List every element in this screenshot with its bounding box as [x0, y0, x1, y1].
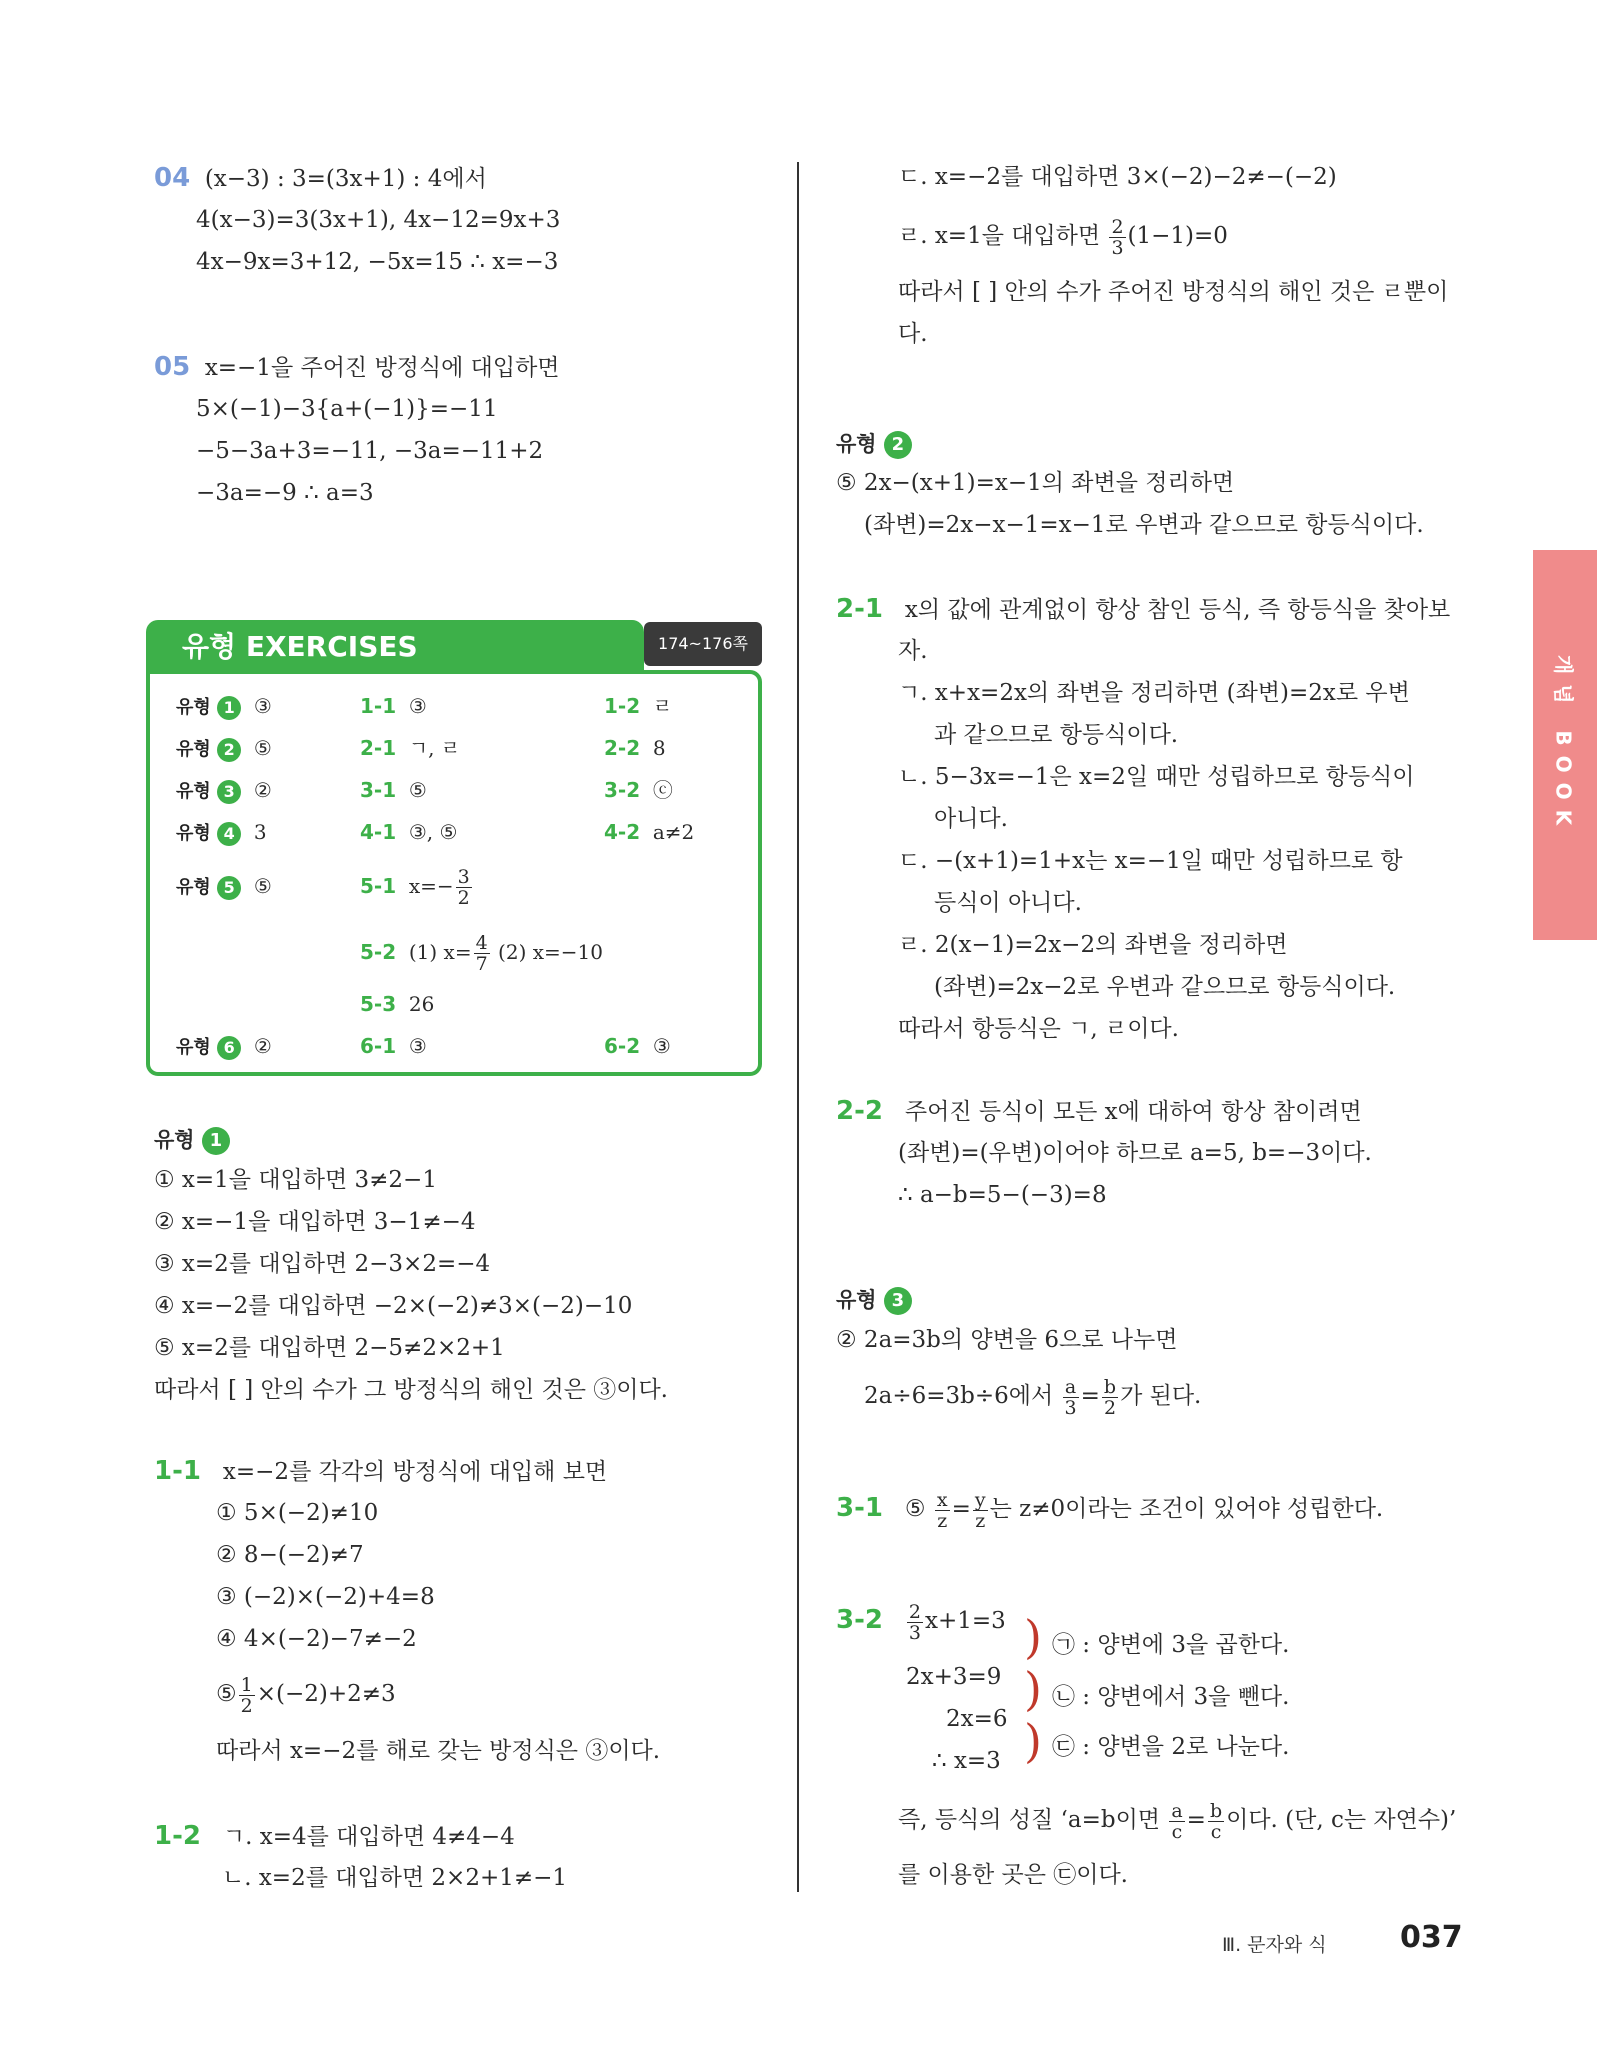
type-1-heading: 유형 1: [154, 1124, 230, 1155]
type-number-icon: 2: [217, 738, 241, 762]
problem-3-2-conclusion: 즉, 등식의 성질 ‘a=b이면 $\frac{a}{c}$ = $\frac{b}{c}$ 이다. (단, c는 자연수)’: [898, 1799, 1457, 1843]
type-3-heading: 유형 3: [836, 1284, 912, 1315]
ex-row-5-2: 5-2 (1) x= $\frac{4}{7}$ (2) x=−10: [360, 932, 603, 975]
problem-1-1-line-5: ④ 4×(−2)−7≠−2: [216, 1626, 417, 1652]
footer-section-title: Ⅲ. 문자와 식: [1222, 1934, 1327, 1956]
brace-arrow-icon: ): [1024, 1610, 1042, 1664]
ex-row-6-q2: 6-2 ③: [604, 1034, 671, 1058]
problem-3-2-note-1: ㉠ : 양변에 3을 곱한다.: [1052, 1632, 1290, 1658]
cont-line-1: ㄷ. x=−2를 대입하면 3×(−2)−2≠−(−2): [898, 164, 1337, 190]
type-1-line-1: ① x=1을 대입하면 3≠2−1: [154, 1167, 437, 1193]
problem-2-2-line-1: 2-2 주어진 등식이 모든 x에 대하여 항상 참이려면: [836, 1096, 1362, 1126]
problem-1-1-conclusion: 따라서 x=−2를 해로 갖는 방정식은 ③이다.: [216, 1738, 661, 1764]
problem-2-1-line-2: 자.: [898, 638, 928, 664]
type-number-icon: 1: [217, 696, 241, 720]
type-1-line-4: ④ x=−2를 대입하면 −2×(−2)≠3×(−2)−10: [154, 1293, 633, 1319]
problem-3-1: 3-1 ⑤ $\frac{x}{z}$ = $\frac{y}{z}$ 는 z≠0이라는 조건이 있어야 성립한다.: [836, 1488, 1384, 1532]
problem-05-number: 05: [154, 352, 191, 382]
concept-book-tab: 개념 BOOK: [1533, 550, 1597, 940]
problem-1-1-line-1: 1-1 x=−2를 각각의 방정식에 대입해 보면: [154, 1456, 608, 1486]
problem-2-1-line-11: 따라서 항등식은 ㄱ, ㄹ이다.: [898, 1016, 1179, 1042]
ex-row-3-q2: 3-2 ⓒ: [604, 778, 673, 802]
ex-row-1-q1: 1-1 ③: [360, 694, 427, 718]
ex-row-6-type: 유형 6 ②: [176, 1034, 272, 1058]
problem-1-1-line-2: ① 5×(−2)≠10: [216, 1500, 379, 1526]
problem-2-1-line-3: ㄱ. x+x=2x의 좌변을 정리하면 (좌변)=2x로 우변: [898, 680, 1410, 706]
problem-2-1-line-4: 과 같으므로 항등식이다.: [934, 722, 1179, 748]
ex-row-4-type: 유형 4 3: [176, 820, 267, 844]
problem-04-line-3: 4x−9x=3+12, −5x=15 ∴ x=−3: [196, 249, 559, 275]
ex-row-5-q1: 5-1 x=− $\frac{3}{2}$: [360, 866, 470, 909]
ex-row-2-q1: 2-1 ㄱ, ㄹ: [360, 736, 461, 760]
problem-2-1-line-6: 아니다.: [934, 806, 1008, 832]
problem-3-2-note-3: ㉢ : 양변을 2로 나눈다.: [1052, 1734, 1290, 1760]
ex-row-5-3: 5-3 26: [360, 992, 435, 1016]
problem-1-2-line-2: ㄴ. x=2를 대입하면 2×2+1≠−1: [222, 1865, 568, 1891]
exercises-box: [146, 620, 762, 1076]
type-number-icon: 2: [884, 431, 912, 459]
problem-3-2-step-1: 3-2 $\frac{2}{3}$ x+1=3: [836, 1600, 1006, 1644]
problem-2-1-line-8: 등식이 아니다.: [934, 890, 1082, 916]
type-3-line-2: 2a÷6=3b÷6에서 $\frac{a}{3}$ = $\frac{b}{2}$ 가 된다.: [864, 1375, 1202, 1419]
brace-arrow-icon: ): [1024, 1714, 1042, 1768]
problem-2-1-line-9: ㄹ. 2(x−1)=2x−2의 좌변을 정리하면: [898, 932, 1288, 958]
ex-row-3-q1: 3-1 ⑤: [360, 778, 427, 802]
problem-04-line-2: 4(x−3)=3(3x+1), 4x−12=9x+3: [196, 207, 561, 233]
type-number-icon: 1: [202, 1127, 230, 1155]
page-number: 037: [1400, 1920, 1463, 1955]
problem-1-1-line-6: ⑤ $\frac{1}{2}$ ×(−2)+2≠3: [216, 1673, 396, 1717]
ex-row-2-q2: 2-2 8: [604, 736, 666, 760]
type-1-line-6: 따라서 [ ] 안의 수가 그 방정식의 해인 것은 ③이다.: [154, 1377, 668, 1403]
column-divider: [797, 162, 799, 1892]
problem-1-1-line-3: ② 8−(−2)≠7: [216, 1542, 364, 1568]
problem-2-1-line-7: ㄷ. −(x+1)=1+x는 x=−1일 때만 성립하므로 항: [898, 848, 1403, 874]
ex-row-4-q2: 4-2 a≠2: [604, 820, 695, 844]
problem-05-line-3: −5−3a+3=−11, −3a=−11+2: [196, 438, 544, 464]
type-2-heading: 유형 2: [836, 428, 912, 459]
type-number-icon: 5: [217, 876, 241, 900]
cont-line-2: ㄹ. x=1을 대입하면 $\frac{2}{3}$ (1−1)=0: [898, 215, 1228, 259]
type-number-icon: 4: [217, 822, 241, 846]
ex-row-3-type: 유형 3 ②: [176, 778, 272, 802]
problem-1-1-line-4: ③ (−2)×(−2)+4=8: [216, 1584, 435, 1610]
type-2-line-1: ⑤ 2x−(x+1)=x−1의 좌변을 정리하면: [836, 470, 1235, 496]
type-1-line-2: ② x=−1을 대입하면 3−1≠−4: [154, 1209, 476, 1235]
exercises-pages-badge: 174~176쪽: [644, 622, 762, 666]
problem-3-2-step-4: ∴ x=3: [932, 1748, 1001, 1774]
problem-04-number: 04: [154, 163, 191, 193]
problem-3-2-step-2: 2x+3=9: [906, 1664, 1002, 1690]
type-2-line-2: (좌변)=2x−x−1=x−1로 우변과 같으므로 항등식이다.: [864, 512, 1424, 538]
ex-row-1-q2: 1-2 ㄹ: [604, 694, 673, 718]
problem-2-1-line-10: (좌변)=2x−2로 우변과 같으므로 항등식이다.: [934, 974, 1396, 1000]
problem-2-1-line-1: 2-1 x의 값에 관계없이 항상 참인 등식, 즉 항등식을 찾아보: [836, 594, 1451, 624]
ex-row-5-type: 유형 5 ⑤: [176, 874, 272, 898]
problem-1-2-line-1: 1-2 ㄱ. x=4를 대입하면 4≠4−4: [154, 1821, 515, 1851]
type-1-line-5: ⑤ x=2를 대입하면 2−5≠2×2+1: [154, 1335, 505, 1361]
brace-arrow-icon: ): [1024, 1662, 1042, 1716]
exercises-title: 유형 EXERCISES: [146, 620, 644, 674]
problem-05-line-2: 5×(−1)−3{a+(−1)}=−11: [196, 396, 498, 422]
problem-2-2-line-2: (좌변)=(우변)이어야 하므로 a=5, b=−3이다.: [898, 1140, 1372, 1166]
type-3-line-1: ② 2a=3b의 양변을 6으로 나누면: [836, 1327, 1178, 1353]
ex-row-4-q1: 4-1 ③, ⑤: [360, 820, 458, 844]
problem-3-2-conclusion-2: 를 이용한 곳은 ㉢이다.: [898, 1862, 1128, 1888]
ex-row-1-type: 유형 1 ③: [176, 694, 272, 718]
problem-05-line-1: 05 x=−1을 주어진 방정식에 대입하면: [154, 352, 560, 382]
cont-line-3: 따라서 [ ] 안의 수가 주어진 방정식의 해인 것은 ㄹ뿐이: [898, 279, 1449, 305]
type-1-line-3: ③ x=2를 대입하면 2−3×2=−4: [154, 1251, 491, 1277]
type-number-icon: 6: [217, 1036, 241, 1060]
problem-2-2-line-3: ∴ a−b=5−(−3)=8: [898, 1182, 1107, 1208]
problem-3-2-note-2: ㉡ : 양변에서 3을 뺀다.: [1052, 1684, 1290, 1710]
problem-2-1-line-5: ㄴ. 5−3x=−1은 x=2일 때만 성립하므로 항등식이: [898, 764, 1415, 790]
type-number-icon: 3: [884, 1287, 912, 1315]
ex-row-2-type: 유형 2 ⑤: [176, 736, 272, 760]
cont-line-4: 다.: [898, 321, 928, 347]
problem-3-2-step-3: 2x=6: [946, 1706, 1008, 1732]
type-number-icon: 3: [217, 780, 241, 804]
problem-04-line-1: 04 (x−3) : 3=(3x+1) : 4에서: [154, 163, 487, 193]
ex-row-6-q1: 6-1 ③: [360, 1034, 427, 1058]
problem-05-line-4: −3a=−9 ∴ a=3: [196, 480, 374, 506]
